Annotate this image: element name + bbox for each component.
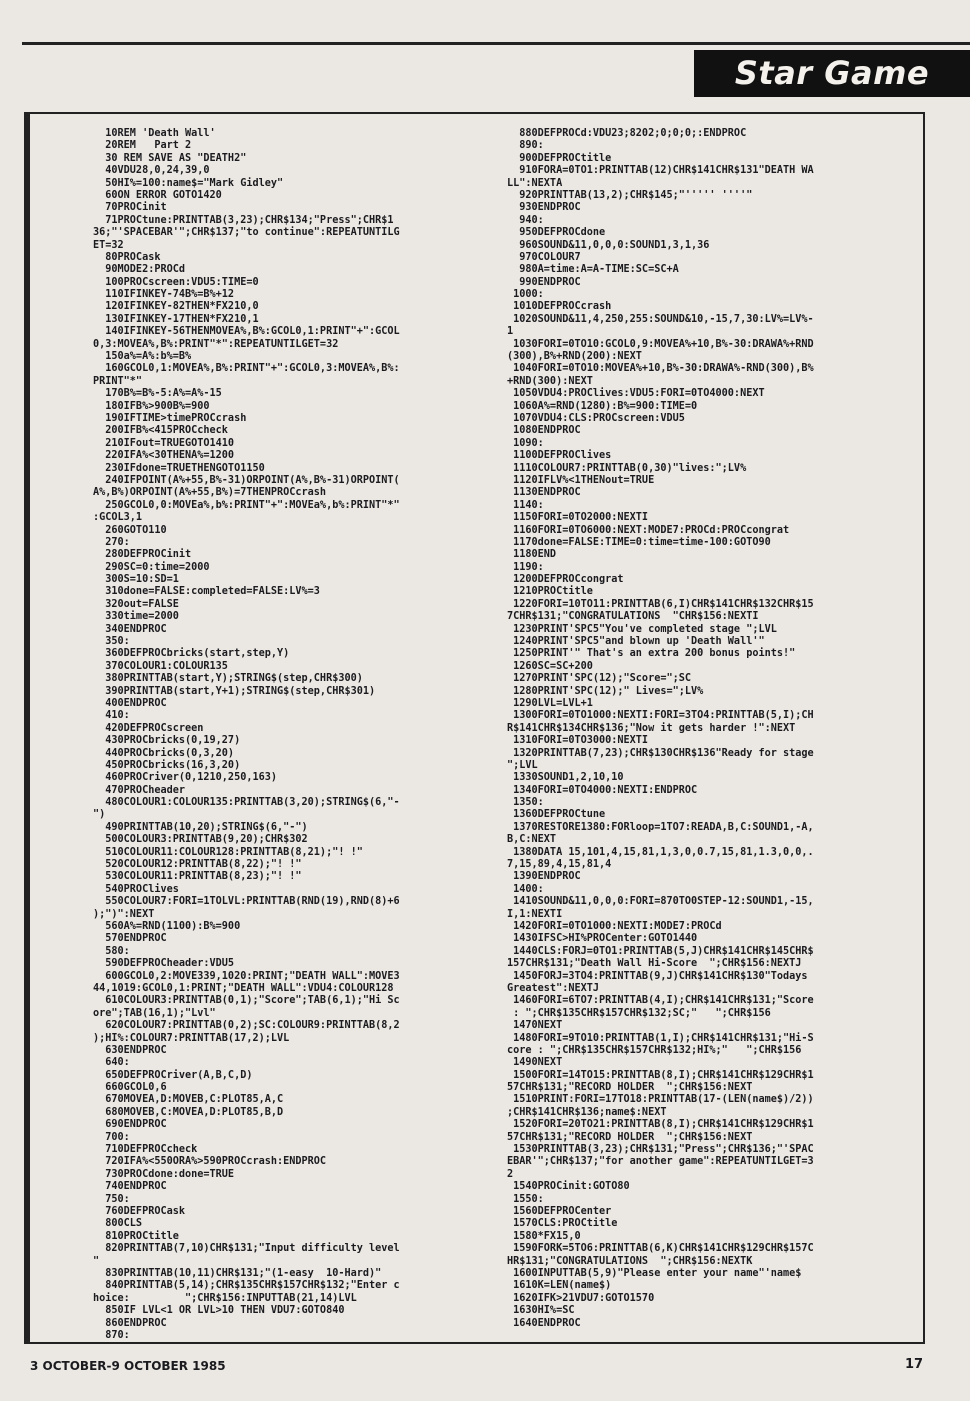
code-line: 980A=time:A=A-TIME:SC=SC+A	[507, 264, 679, 276]
code-line: 440PROCbricks(0,3,20)	[93, 747, 235, 759]
code-line: 1500FORI=14TO15:PRINTTAB(8,I);CHR$141CHR$129CHR$1	[507, 1069, 814, 1081]
code-line: 820PRINTTAB(7,10)CHR$131;"Input difficulty level	[93, 1243, 400, 1255]
code-line: 710DEFPROCcheck	[93, 1144, 198, 1156]
code-line: 57CHR$131;"RECORD HOLDER ";CHR$156:NEXT	[507, 1082, 753, 1094]
code-line: 1410SOUND&11,0,0,0:FORI=870TO0STEP-12:SOUND1,-15,	[507, 896, 814, 908]
code-line: 720IFA%<550ORA%>590PROCcrash:ENDPROC	[93, 1156, 327, 1168]
code-line: 71PROCtune:PRINTTAB(3,23);CHR$134;"Press";CHR$1	[93, 214, 394, 226]
code-line: 870:	[93, 1329, 130, 1341]
code-line: 580:	[93, 945, 130, 957]
code-line: 1370RESTORE1380:FORloop=1TO7:READA,B,C:SOUND1,-A,	[507, 821, 814, 833]
code-line: 30 REM SAVE AS "DEATH2"	[93, 152, 247, 164]
code-line: 330time=2000	[93, 611, 179, 623]
code-line: 130IFINKEY-17THEN*FX210,1	[93, 313, 259, 325]
code-line: 530COLOUR11:PRINTTAB(8,23);"! !"	[93, 871, 302, 883]
code-line: 1040FORI=0TO10:MOVEA%+10,B%-30:DRAWA%-RND(300),B%	[507, 363, 814, 375]
code-line: 1050VDU4:PROClives:VDU5:FORI=0TO4000:NEXT	[507, 388, 765, 400]
code-line: 1620IFK>21VDU7:GOTO1570	[507, 1292, 655, 1304]
code-line: 490PRINTTAB(10,20);STRING$(6,"-")	[93, 821, 308, 833]
code-line: 210IFout=TRUEGOTO1410	[93, 437, 235, 449]
code-line: "	[93, 1255, 100, 1267]
code-line: ";LVL	[507, 759, 538, 771]
code-line: 260GOTO110	[93, 524, 167, 536]
code-line: 1310FORI=0TO3000:NEXTI	[507, 735, 649, 747]
code-line: 930ENDPROC	[507, 202, 581, 214]
issue-date: 3 OCTOBER-9 OCTOBER 1985	[30, 1359, 226, 1373]
code-line: 1010DEFPROCcrash	[507, 301, 612, 313]
code-line: 640:	[93, 1057, 130, 1069]
code-line: PRINT"*"	[93, 375, 143, 387]
code-line: 900DEFPROCtitle	[507, 152, 612, 164]
code-line: 44,1019:GCOL0,1:PRINT;"DEATH WALL":VDU4:COLOUR128	[93, 982, 394, 994]
code-line: 450PROCbricks(16,3,20)	[93, 759, 241, 771]
code-line: );HI%:COLOUR7:PRINTTAB(17,2);LVL	[93, 1032, 290, 1044]
code-line: 990ENDPROC	[507, 276, 581, 288]
code-line: 520COLOUR12:PRINTTAB(8,22);"! !"	[93, 859, 302, 871]
code-line: 1150FORI=0TO2000:NEXTI	[507, 512, 649, 524]
code-line: 1240PRINT'SPC5"and blown up 'Death Wall'"	[507, 636, 765, 648]
code-line: 1340FORI=0TO4000:NEXTI:ENDPROC	[507, 784, 698, 796]
code-line: EBAR'";CHR$137;"for another game":REPEATUNTILGET=3	[507, 1156, 814, 1168]
code-line: 1450FORJ=3TO4:PRINTTAB(9,J)CHR$141CHR$130"Todays	[507, 970, 808, 982]
code-line: 960SOUND&11,0,0,0:SOUND1,3,1,36	[507, 239, 710, 251]
code-line: 1140:	[507, 499, 544, 511]
code-line: 1100DEFPROClives	[507, 450, 612, 462]
code-line: 550COLOUR7:FORI=1TOLVL:PRINTTAB(RND(19),RND(8)+6	[93, 896, 400, 908]
code-line: 730PROCdone:done=TRUE	[93, 1168, 235, 1180]
listing-frame-edge	[24, 112, 30, 1344]
code-line: B,C:NEXT	[507, 834, 557, 846]
code-line: I,1:NEXTI	[507, 908, 563, 920]
code-line: 1440CLS:FORJ=0TO1:PRINTTAB(5,J)CHR$141CHR$145CHR$	[507, 945, 814, 957]
section-title: Star Game	[734, 54, 930, 92]
code-line: 1540PROCinit:GOTO80	[507, 1181, 630, 1193]
code-line: 310done=FALSE:completed=FALSE:LV%=3	[93, 586, 320, 598]
code-line: 1420FORI=0TO1000:NEXTI:MODE7:PROCd	[507, 921, 722, 932]
code-line: 1600INPUTTAB(5,9)"Please enter your name"'name$	[507, 1267, 802, 1279]
code-line: R$141CHR$134CHR$136;"Now it gets harder !":NEXT	[507, 722, 796, 734]
code-line: 510COLOUR11:COLOUR128:PRINTTAB(8,21);"! !"	[93, 846, 363, 858]
code-line: 810PROCtitle	[93, 1230, 179, 1242]
code-line: 170B%=B%-5:A%=A%-15	[93, 388, 222, 400]
code-line: 1430IFSC>HI%PROCenter:GOTO1440	[507, 933, 698, 945]
code-line: 910FORA=0TO1:PRINTTAB(12)CHR$141CHR$131"DEATH WA	[507, 165, 814, 177]
code-line: 1190:	[507, 561, 544, 573]
code-line: 460PROCriver(0,1210,250,163)	[93, 772, 278, 784]
code-line: 270:	[93, 536, 130, 548]
code-line: 1400:	[507, 883, 544, 895]
code-line: 350:	[93, 636, 130, 648]
code-line: 1160FORI=0TO6000:NEXT:MODE7:PROCd:PROCcongrat	[507, 524, 790, 536]
code-line: 7,15,89,4,15,81,4	[507, 859, 612, 871]
code-line: ET=32	[93, 239, 124, 251]
code-line: 1170done=FALSE:TIME=0:time=time-100:GOTO90	[507, 536, 771, 548]
code-line: 1390ENDPROC	[507, 871, 581, 883]
top-rule	[22, 42, 970, 45]
code-line: 1630HI%=SC	[507, 1305, 575, 1317]
code-line: 600GCOL0,2:MOVE339,1020:PRINT;"DEATH WALL":MOVE3	[93, 970, 400, 982]
code-line: 1550:	[507, 1193, 544, 1205]
code-line: 1560DEFPROCenter	[507, 1205, 612, 1217]
code-line: 1230PRINT'SPC5"You've completed stage ";LVL	[507, 623, 777, 635]
code-line: 360DEFPROCbricks(start,step,Y)	[93, 648, 290, 660]
code-line: 1180END	[507, 549, 557, 561]
code-line: +RND(300):NEXT	[507, 375, 593, 387]
code-line: 750:	[93, 1193, 130, 1205]
code-line: 680MOVEB,C:MOVEA,D:PLOT85,B,D	[93, 1106, 284, 1118]
code-line: 50HI%=100:name$="Mark Gidley"	[93, 177, 284, 189]
code-line: 920PRINTTAB(13,2);CHR$145;"''''' ''''"	[507, 189, 753, 201]
code-line: 40VDU28,0,24,39,0	[93, 165, 210, 177]
code-line: 630ENDPROC	[93, 1044, 167, 1056]
code-line: 890:	[507, 140, 544, 152]
code-line: core : ";CHR$135CHR$157CHR$132;HI%;" ";CHR$156	[507, 1044, 802, 1056]
code-line: 420DEFPROCscreen	[93, 722, 204, 734]
code-line: 1640ENDPROC	[507, 1317, 581, 1329]
code-line: 1380DATA 15,101,4,15,81,1,3,0,0.7,15,81,1.3,0,0,.	[507, 846, 814, 858]
code-line: 1360DEFPROCtune	[507, 809, 606, 821]
code-line: 500COLOUR3:PRINTTAB(9,20);CHR$302	[93, 834, 308, 846]
code-line: 1460FORI=6TO7:PRINTTAB(4,I);CHR$141CHR$131;"Score	[507, 995, 814, 1007]
code-line: LL":NEXTA	[507, 177, 563, 189]
code-line: 690ENDPROC	[93, 1119, 167, 1131]
code-line: 1510PRINT:FORI=17TO18:PRINTTAB(17-(LEN(name$)/2))	[507, 1094, 814, 1106]
code-line: ore";TAB(16,1);"Lvl"	[93, 1007, 216, 1019]
code-line: 1280PRINT'SPC(12);" Lives=";LV%	[507, 685, 704, 697]
code-line: 7CHR$131;"CONGRATULATIONS "CHR$156:NEXTI	[507, 611, 759, 623]
code-line: 240IFPOINT(A%+55,B%-31)ORPOINT(A%,B%-31)ORPOINT(	[93, 474, 400, 486]
code-line: 120IFINKEY-82THEN*FX210,0	[93, 301, 259, 313]
code-line: 70PROCinit	[93, 202, 167, 214]
code-line: 830PRINTTAB(10,11)CHR$131;"(1-easy 10-Hard)"	[93, 1267, 382, 1279]
code-line: 1030FORI=0TO10:GCOL0,9:MOVEA%+10,B%-30:DRAWA%+RND	[507, 338, 814, 350]
code-line: 950DEFPROCdone	[507, 227, 606, 239]
code-line: 560A%=RND(1100):B%=900	[93, 921, 241, 932]
code-line: 100PROCscreen:VDU5:TIME=0	[93, 276, 259, 288]
code-line: 1530PRINTTAB(3,23);CHR$131;"Press";CHR$136;"'SPAC	[507, 1144, 814, 1156]
code-line: 670MOVEA,D:MOVEB,C:PLOT85,A,C	[93, 1094, 284, 1106]
code-line: 20REM Part 2	[93, 140, 192, 152]
code-line: Greatest":NEXTJ	[507, 982, 600, 994]
code-line: 1020SOUND&11,4,250,255:SOUND&10,-15,7,30:LV%=LV%-	[507, 313, 814, 325]
code-line: 230IFdone=TRUETHENGOTO1150	[93, 462, 265, 474]
code-line: 1	[507, 326, 514, 338]
code-line: 800CLS	[93, 1218, 143, 1230]
code-line: hoice: ";CHR$156:INPUTTAB(21,14)LVL	[93, 1292, 357, 1304]
code-line: 660GCOL0,6	[93, 1082, 167, 1094]
code-line: 380PRINTTAB(start,Y);STRING$(step,CHR$300)	[93, 673, 363, 685]
code-line: 860ENDPROC	[93, 1317, 167, 1329]
code-line: 190IFTIME>timePROCcrash	[93, 412, 247, 424]
code-line: A%,B%)ORPOINT(A%+55,B%)=7THENPROCcrash	[93, 487, 327, 499]
code-line: 1130ENDPROC	[507, 487, 581, 499]
code-line: 57CHR$131;"RECORD HOLDER ";CHR$156:NEXT	[507, 1131, 753, 1143]
code-line: 1290LVL=LVL+1	[507, 697, 593, 709]
code-line: 700:	[93, 1131, 130, 1143]
code-line: 940:	[507, 214, 544, 226]
code-line: 10REM 'Death Wall'	[93, 128, 216, 139]
code-line: 850IF LVL<1 OR LVL>10 THEN VDU7:GOTO840	[93, 1305, 345, 1317]
code-line: 880DEFPROCd:VDU23;8202;0;0;0;:ENDPROC	[507, 128, 747, 139]
code-line: 2	[507, 1168, 514, 1180]
code-line: ")	[93, 809, 106, 821]
code-line: 0,3:MOVEA%,B%:PRINT"*":REPEATUNTILGET=32	[93, 338, 339, 350]
code-line: 1320PRINTTAB(7,23);CHR$130CHR$136"Ready for stage	[507, 747, 814, 759]
code-line: 60ON ERROR GOTO1420	[93, 189, 222, 201]
code-line: 400ENDPROC	[93, 697, 167, 709]
listing-left-column	[93, 128, 483, 1342]
code-line: 1200DEFPROCcongrat	[507, 574, 624, 586]
code-line: HR$131;"CONGRATULATIONS ";CHR$156:NEXTK	[507, 1255, 753, 1267]
section-header-tab	[694, 50, 970, 97]
code-line: 150a%=A%:b%=B%	[93, 351, 192, 363]
code-line: 760DEFPROCask	[93, 1205, 186, 1217]
code-line: 1070VDU4:CLS:PROCscreen:VDU5	[507, 412, 685, 424]
code-line: 970COLOUR7	[507, 251, 581, 263]
code-line: 80PROCask	[93, 251, 161, 263]
code-line: 320out=FALSE	[93, 598, 179, 610]
code-line: 90MODE2:PROCd	[93, 264, 186, 276]
code-line: 1490NEXT	[507, 1057, 563, 1069]
code-line: 390PRINTTAB(start,Y+1);STRING$(step,CHR$301)	[93, 685, 376, 697]
code-line: 1610K=LEN(name$)	[507, 1280, 612, 1292]
code-line: 740ENDPROC	[93, 1181, 167, 1193]
code-line: : ";CHR$135CHR$157CHR$132;SC;" ";CHR$156	[507, 1007, 771, 1019]
code-line: 300S=10:SD=1	[93, 574, 179, 586]
code-line: 1060A%=RND(1280):B%=900:TIME=0	[507, 400, 698, 412]
code-line: 430PROCbricks(0,19,27)	[93, 735, 241, 747]
code-line: 1520FORI=20TO21:PRINTTAB(8,I);CHR$141CHR$129CHR$1	[507, 1119, 814, 1131]
code-line: 1000:	[507, 289, 544, 301]
code-line: 1260SC=SC+200	[507, 660, 593, 672]
code-line: :GCOL3,1	[93, 512, 143, 524]
code-line: 290SC=0:time=2000	[93, 561, 210, 573]
code-line: 1080ENDPROC	[507, 425, 581, 437]
code-line: 570ENDPROC	[93, 933, 167, 945]
code-line: 1270PRINT'SPC(12);"Score=";SC	[507, 673, 692, 685]
code-line: 410:	[93, 710, 130, 722]
code-line: 157CHR$131;"Death Wall Hi-Score ";CHR$156:NEXTJ	[507, 958, 802, 970]
code-line: 1250PRINT'" That's an extra 200 bonus points!"	[507, 648, 796, 660]
code-line: 1580*FX15,0	[507, 1230, 581, 1242]
listing-right-column	[507, 128, 897, 1330]
code-line: 1570CLS:PROCtitle	[507, 1218, 618, 1230]
code-line: 1210PROCtitle	[507, 586, 593, 598]
code-line: 650DEFPROCriver(A,B,C,D)	[93, 1069, 253, 1081]
code-line: );")":NEXT	[93, 908, 155, 920]
code-line: 1590FORK=5TO6:PRINTTAB(6,K)CHR$141CHR$129CHR$157C	[507, 1243, 814, 1255]
code-line: 280DEFPROCinit	[93, 549, 192, 561]
page-number: 17	[905, 1357, 924, 1372]
code-line: 200IFB%<415PROCcheck	[93, 425, 228, 437]
code-line: 840PRINTTAB(5,14);CHR$135CHR$157CHR$132;"Enter c	[93, 1280, 400, 1292]
code-line: 1350:	[507, 797, 544, 809]
code-line: ;CHR$141CHR$136;name$:NEXT	[507, 1106, 667, 1118]
code-line: 470PROCheader	[93, 784, 186, 796]
code-line: (300),B%+RND(200):NEXT	[507, 351, 642, 363]
code-line: 620COLOUR7:PRINTTAB(0,2);SC:COLOUR9:PRINTTAB(8,2	[93, 1020, 400, 1032]
code-line: 110IFINKEY-74B%=B%+12	[93, 289, 235, 301]
code-line: 370COLOUR1:COLOUR135	[93, 660, 228, 672]
code-line: 610COLOUR3:PRINTTAB(0,1);"Score";TAB(6,1);"Hi Sc	[93, 995, 400, 1007]
code-line: 1220FORI=10TO11:PRINTTAB(6,I)CHR$141CHR$132CHR$15	[507, 598, 814, 610]
code-line: 1470NEXT	[507, 1020, 563, 1032]
code-line: 36;"'SPACEBAR'";CHR$137;"to continue":REPEATUNTILG	[93, 227, 400, 239]
code-line: 1120IFLV%<1THENout=TRUE	[507, 474, 655, 486]
code-line: 140IFINKEY-56THENMOVEA%,B%:GCOL0,1:PRINT"+":GCOL	[93, 326, 400, 338]
code-line: 1480FORI=9TO10:PRINTTAB(1,I);CHR$141CHR$131;"Hi-S	[507, 1032, 814, 1044]
code-line: 250GCOL0,0:MOVEa%,b%:PRINT"+":MOVEa%,b%:PRINT"*"	[93, 499, 400, 511]
code-line: 220IFA%<30THENA%=1200	[93, 450, 235, 462]
code-line: 160GCOL0,1:MOVEA%,B%:PRINT"+":GCOL0,3:MOVEA%,B%:	[93, 363, 400, 375]
code-line: 1110COLOUR7:PRINTTAB(0,30)"lives:";LV%	[507, 462, 747, 474]
code-line: 340ENDPROC	[93, 623, 167, 635]
code-line: 590DEFPROCheader:VDU5	[93, 958, 235, 970]
code-line: 1300FORI=0TO1000:NEXTI:FORI=3TO4:PRINTTAB(5,I);CH	[507, 710, 814, 722]
code-line: 480COLOUR1:COLOUR135:PRINTTAB(3,20);STRING$(6,"-	[93, 797, 400, 809]
code-line: 540PROClives	[93, 883, 179, 895]
code-line: 180IFB%>900B%=900	[93, 400, 210, 412]
code-line: 1330SOUND1,2,10,10	[507, 772, 624, 784]
code-line: 1090:	[507, 437, 544, 449]
